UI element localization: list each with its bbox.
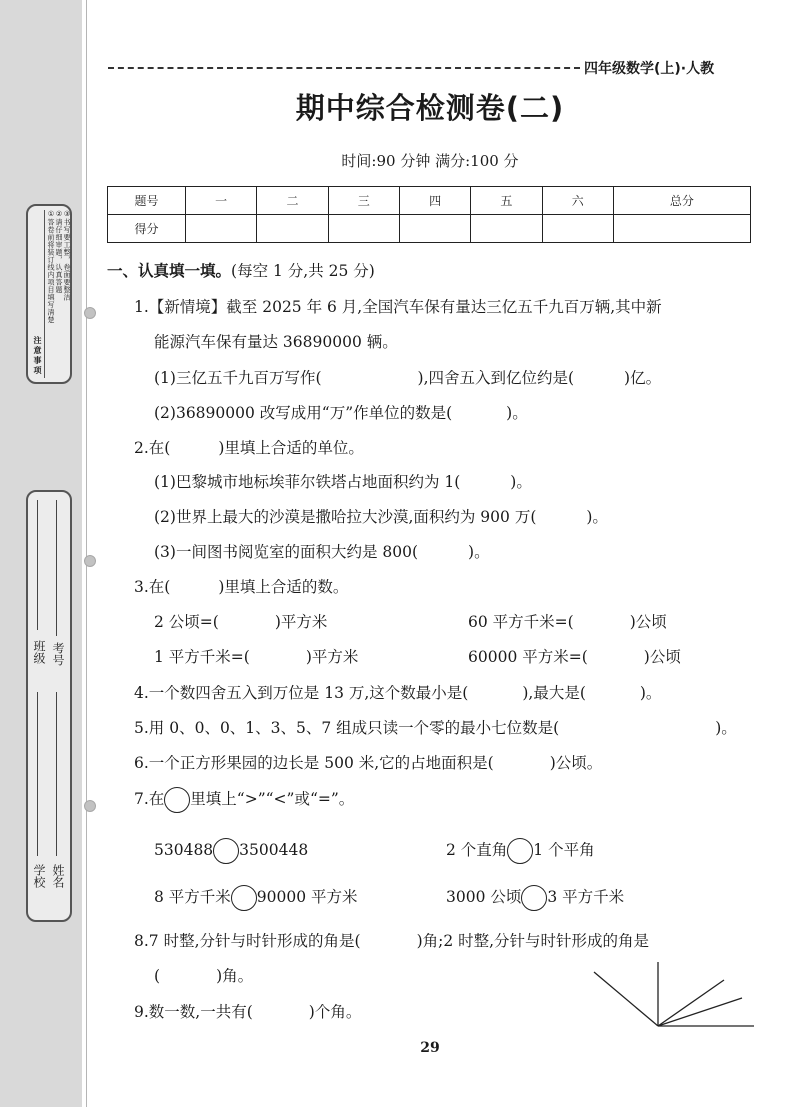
question-6 [134,751,602,773]
score-cell-total[interactable] [613,215,750,243]
q8-text-b: )角;2 时整,分针与时针形成的角是 [416,932,650,950]
score-cell-5[interactable] [471,215,542,243]
q7-4-left: 3000 公顷 [446,888,522,906]
q7-circle-example [164,787,190,813]
q4-text-b: ),最大是( [522,684,586,702]
q3-text-a: 3.在( [134,578,171,596]
page-number: 29 [420,1040,440,1056]
question-3-4 [468,645,681,667]
score-table-col-total: 总分 [613,187,750,215]
question-1-1 [154,366,661,388]
angle-ray-1 [594,972,658,1026]
student-info-box [26,490,72,922]
q2-2-text-a: (2)世界上最大的沙漠是撒哈拉大沙漠,面积约为 900 万( [154,508,537,526]
question-5 [134,716,737,738]
q5-text-b: )。 [715,719,737,737]
score-cell-3[interactable] [328,215,399,243]
q3-4-text-a: 60000 平方米=( [468,648,588,666]
angle-diagram [588,960,758,1030]
q7-3-right: 90000 平方米 [256,888,358,906]
page-title: 期中综合检测卷(二) [295,91,565,125]
section-1-note: (每空 1 分,共 25 分) [231,262,375,280]
notice-line-3: ③书写要工整，卷面要整洁 [63,210,71,301]
q2-2-text-b: )。 [586,508,608,526]
q5-text-a: 5.用 0、0、0、1、3、5、7 组成只读一个零的最小七位数是( [134,719,560,737]
question-8-line-2 [154,964,253,986]
score-cell-6[interactable] [542,215,613,243]
name-rule[interactable] [56,692,57,856]
q7-2-left: 2 个直角 [446,841,508,859]
q8-text-a: 8.7 时整,分针与时针形成的角是( [134,932,361,950]
q7-text-a: 7.在 [134,790,165,808]
name-label: 姓名 [51,864,65,888]
score-table-col-3: 三 [328,187,399,215]
q7-text-b: 里填上“>”“<”或“=”。 [190,790,355,808]
q1-1-text-b: ),四舍五入到亿位约是( [417,369,575,387]
q8-text-c: ( [154,967,161,985]
binding-hole-3 [84,800,96,812]
score-table-col-5: 五 [471,187,542,215]
exam-number-rule[interactable] [56,500,57,636]
q3-1-text-a: 2 公顷=( [154,613,219,631]
score-table-score-row [108,215,751,243]
q7-1-left: 530488 [154,841,214,859]
q7-4-right: 3 平方千米 [547,888,625,906]
q1-1-text-c: )亿。 [624,369,662,387]
q3-2-text-a: 60 平方千米=( [468,613,574,631]
angle-ray-3 [658,980,724,1026]
q4-text-a: 4.一个数四舍五入到万位是 13 万,这个数最小是( [134,684,469,702]
exam-number-label: 考号 [51,642,65,666]
binding-hole-2 [84,555,96,567]
question-2-2 [154,505,608,527]
question-8-line-1 [134,929,649,951]
question-7-2 [446,838,595,864]
q1-2-text-b: )。 [506,404,528,422]
grade-label: 四年级数学(上)·人教 [584,61,715,77]
q7-4-compare-circle[interactable] [521,885,547,911]
question-7-1 [154,838,308,864]
q2-3-text-b: )。 [468,543,490,561]
section-1-heading [107,259,375,281]
question-3-2 [468,610,667,632]
question-2 [134,436,364,458]
q3-4-text-b: )公顷 [643,648,681,666]
question-3-3 [154,645,358,667]
question-2-1 [154,470,532,492]
q4-text-c: )。 [639,684,662,702]
q3-3-text-b: )平方米 [305,648,359,666]
notice-box [26,204,72,384]
score-table-col-6: 六 [542,187,613,215]
notice-line-2: ②请仔细审题，认真答题 [55,210,63,294]
angle-ray-4 [658,998,742,1026]
exam-time-score: 时间:90 分钟 满分:100 分 [341,152,519,170]
q2-text-a: 2.在( [134,439,171,457]
q6-text-b: )公顷。 [549,754,603,772]
score-table-col-4: 四 [399,187,470,215]
q6-text-a: 6.一个正方形果园的边长是 500 米,它的占地面积是( [134,754,494,772]
question-1-line-2: 能源汽车保有量达 36890000 辆。 [154,333,398,351]
notice-separator [44,210,45,378]
q8-text-d: )角。 [216,967,254,985]
q1-2-text-a: (2)36890000 改写成用“万”作单位的数是( [154,404,453,422]
question-9 [134,1000,361,1022]
q3-text-b: )里填上合适的数。 [218,578,349,596]
q2-3-text-a: (3)一间图书阅览室的面积大约是 800( [154,543,419,561]
score-table [107,186,751,243]
binding-hole-1 [84,307,96,319]
q9-text-b: )个角。 [308,1003,362,1021]
q2-text-b: )里填上合适的单位。 [218,439,364,457]
q9-text-a: 9.数一数,一共有( [134,1003,253,1021]
question-1-line-1: 1.【新情境】截至 2025 年 6 月,全国汽车保有量达三亿五千九百万辆,其中新 [134,298,662,316]
question-3-1 [154,610,327,632]
question-1-2 [154,401,528,423]
q2-1-text-a: (1)巴黎城市地标埃菲尔铁塔占地面积约为 1( [154,473,461,491]
notice-title: 注意事项 [33,336,42,376]
score-table-header-row [108,187,751,215]
question-4 [134,681,661,703]
q7-2-compare-circle[interactable] [507,838,533,864]
question-3 [134,575,348,597]
question-2-3 [154,540,490,562]
question-7 [134,787,354,813]
score-table-row-header: 题号 [108,187,186,215]
q7-2-right: 1 个平角 [533,841,595,859]
score-cell-1[interactable] [186,215,257,243]
score-cell-4[interactable] [399,215,470,243]
header-dashed-rule [108,67,580,69]
question-7-4 [446,885,624,911]
class-label: 班级 [32,640,46,664]
q3-2-text-b: )公顷 [629,613,667,631]
score-cell-2[interactable] [257,215,328,243]
section-1-title: 一、认真填一填。 [107,262,232,280]
q7-3-left: 8 平方千米 [154,888,231,906]
notice-line-1: ①答卷前将装订线内项目填写清楚 [47,210,55,324]
q7-1-compare-circle[interactable] [213,838,239,864]
q7-1-right: 3500448 [239,841,309,859]
question-7-3 [154,885,358,911]
score-table-col-2: 二 [257,187,328,215]
q3-1-text-b: )平方米 [274,613,328,631]
school-rule[interactable] [37,692,38,856]
score-table-row-label: 得分 [108,215,186,243]
class-rule[interactable] [37,500,38,630]
score-table-col-1: 一 [186,187,257,215]
school-label: 学校 [32,864,46,888]
q3-3-text-a: 1 平方千米=( [154,648,250,666]
q1-1-text-a: (1)三亿五千九百万写作( [154,369,322,387]
q7-3-compare-circle[interactable] [231,885,257,911]
q2-1-text-b: )。 [510,473,532,491]
